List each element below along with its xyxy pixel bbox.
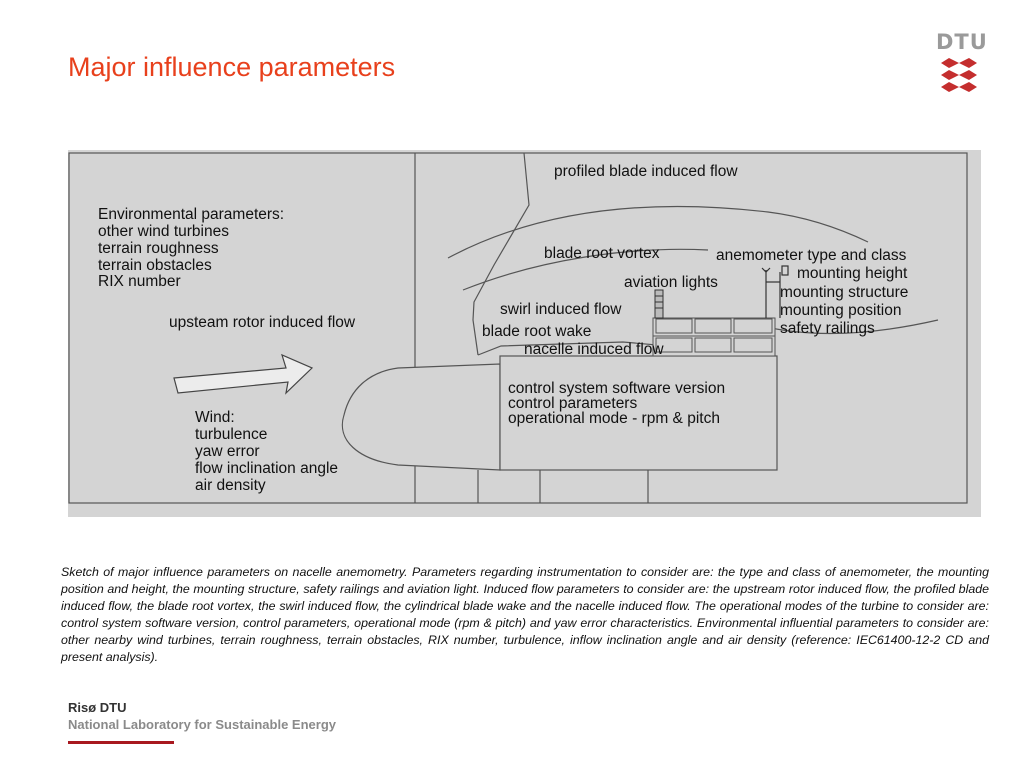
label-env-terrain-roughness: terrain roughness (98, 240, 219, 257)
label-blade-root-vortex: blade root vortex (544, 245, 660, 262)
label-safety-railings: safety railings (780, 320, 875, 337)
label-mounting-height: mounting height (797, 265, 908, 282)
label-env-other-turbines: other wind turbines (98, 223, 229, 240)
footer-organization (68, 700, 336, 734)
label-blade-root-wake: blade root wake (482, 323, 592, 340)
dtu-logo-mark-icon (939, 58, 979, 92)
label-aviation-lights: aviation lights (624, 274, 718, 291)
label-wind-turbulence: turbulence (195, 426, 268, 443)
dtu-logo (936, 30, 988, 92)
page-title: Major influence parameters (68, 52, 396, 82)
label-mounting-structure: mounting structure (780, 284, 909, 301)
footer-org-name: Risø DTU (68, 700, 127, 715)
label-profiled-blade-flow: profiled blade induced flow (554, 163, 738, 180)
safety-railings-frame (653, 318, 775, 356)
label-upstream-rotor-flow: upsteam rotor induced flow (169, 314, 356, 331)
label-environmental-title: Environmental parameters: (98, 206, 285, 223)
footer-accent-rule (68, 741, 174, 744)
label-wind-yaw-error: yaw error (195, 443, 260, 460)
dtu-logo-text: DTU (936, 30, 988, 54)
label-mounting-position: mounting position (780, 302, 902, 319)
label-operational-mode: operational mode - rpm & pitch (508, 410, 720, 427)
label-wind-flow-inclination: flow inclination angle (195, 460, 339, 477)
label-control-software: control system software version (508, 380, 726, 397)
footer-lab-name: National Laboratory for Sustainable Energy (68, 717, 336, 732)
label-nacelle-induced-flow: nacelle induced flow (524, 341, 664, 358)
label-wind-title: Wind: (195, 409, 235, 426)
label-control-parameters: control parameters (508, 395, 638, 412)
label-env-terrain-obstacles: terrain obstacles (98, 257, 212, 274)
label-anemometer-type: anemometer type and class (716, 247, 907, 264)
figure-caption: Sketch of major influence parameters on nacelle anemometry. Parameters regarding instrumentation to consider are: the type and class of anemometer, the mounting position and height, the mounting structure, safety railings and aviation light. Induced flow parameters to consider are: the upstream rotor induced flow, the profiled blade induced flow, the blade root vortex, the swirl induced flow, the cylindrical blade wake and the nacelle induced flow. The operational modes of the turbine to consider are: control system software version, control parameters, operational mode (rpm & pitch) and yaw error characteristics. Environmental influential parameters to consider are: other nearby wind turbines, terrain roughness, terrain obstacles, RIX number, turbulence, inflow inclination angle and air density (reference: IEC61400-12-2 CD and present analysis). (61, 565, 989, 664)
label-swirl-induced-flow: swirl induced flow (500, 301, 622, 318)
label-env-rix-number: RIX number (98, 273, 181, 290)
influence-parameters-diagram (68, 150, 981, 517)
aviation-light-icon (655, 290, 663, 318)
spinner-outline (342, 364, 500, 470)
label-wind-air-density: air density (195, 477, 266, 494)
